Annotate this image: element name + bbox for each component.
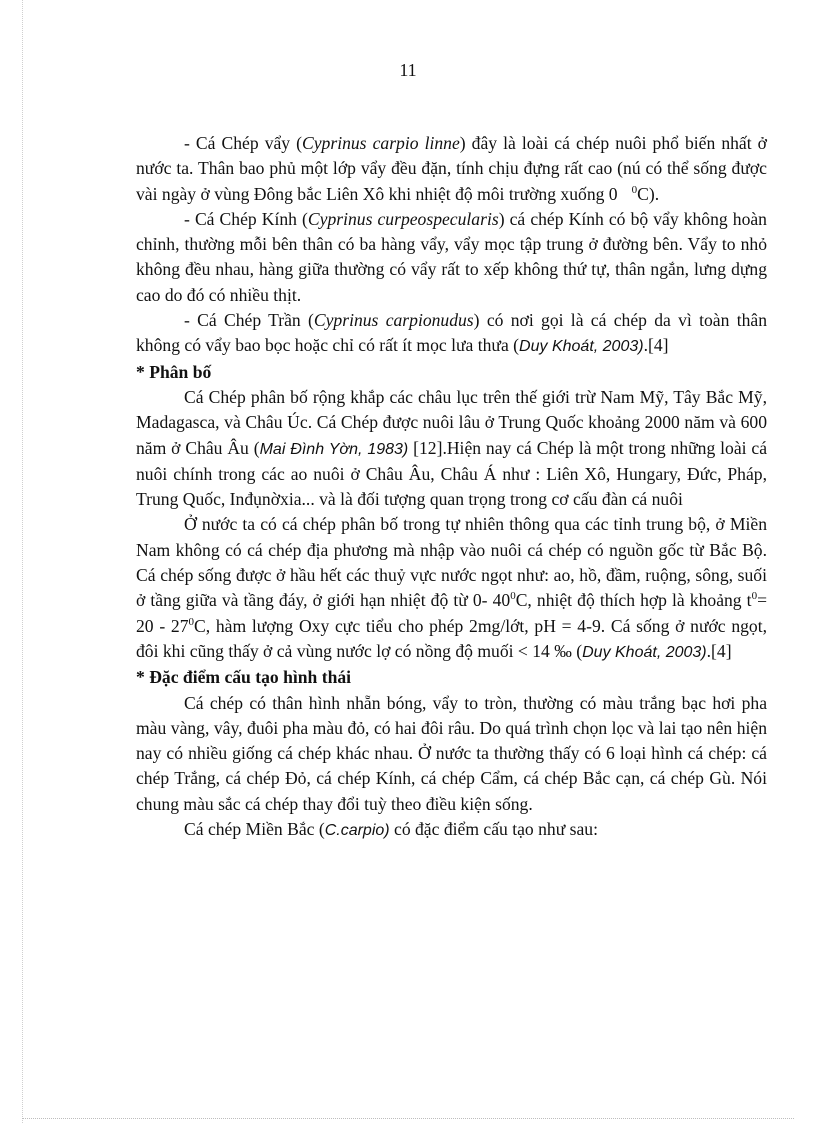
superscript: 0 bbox=[751, 590, 758, 603]
section-heading-distribution: * Phân bố bbox=[136, 361, 212, 382]
paragraph-mirror-carp: - Cá Chép Kính (Cyprinus curpeospecularis) cá chép Kính có bộ vẩy không hoàn chỉnh, thường mỗi bên thân có ba hàng vẩy, vẩy mọc tập trung ở đường bên. Vẩy to nhỏ không đều nhau, hàng giữa thường có vẩy rất to xếp không thứ tự, thân ngắn, lưng dựng cao do đó có nhiều thịt. bbox=[136, 208, 767, 305]
paragraph-distribution-vietnam: Ở nước ta có cá chép phân bố trong tự nhiên thông qua các tỉnh trung bộ, ở Miền Nam không có cá chép địa phương mà nhập vào nuôi cá chép có nguồn gốc từ Bắc Bộ. Cá chép sống được ở hầu hết các thuỷ vực nước ngọt như: ao, hồ, đầm, ruộng, sông, suối ở tầng giữa và tầng đáy, ở giới hạn nhiệt độ từ 0- $40^0C$, nhiệt độ thích hợp là khoảng $t^0= 20 - 27^0C$, hàm lượng Oxy cực tiểu cho phép 2mg/lớt, pH = 4-9. Cá sống ở nước ngọt, đôi khi cũng thấy ở cả vùng nước lợ có nồng độ muối < 14 ‰ (Duy Khoát, 2003).[4] bbox=[136, 514, 768, 661]
document-body bbox=[136, 131, 767, 843]
degree-superscript: 0 bbox=[510, 590, 516, 603]
degree-superscript: 0 bbox=[188, 615, 195, 628]
paragraph-leather-carp: - Cá Chép Trần (Cyprinus carpionudus) có nơi gọi là cá chép da vì toàn thân không có vẩy bao bọc hoặc chỉ có rất ít mọc lưa thưa (Duy Khoát, 2003).[4] bbox=[136, 310, 767, 356]
paragraph-distribution-world: Cá Chép phân bố rộng khắp các châu lục trên thế giới trừ Nam Mỹ, Tây Bắc Mỹ, Madagasca, và Châu Úc. Cá Chép được nuôi lâu ở Trung Quốc khoảng 2000 năm và 600 năm ở Châu Âu (Mai Đình Yờn, 1983) [12].Hiện nay cá Chép là một trong những loài cá nuôi chính trong các ao nuôi ở Châu Âu, Châu Á như : Liên Xô, Hungary, Đức, Pháp, Trung Quốc, Inđụnờxia... và là đối tượng quan trọng trong cơ cấu đàn cá nuôi bbox=[136, 386, 768, 510]
page-bottom-border bbox=[22, 1118, 794, 1119]
paragraph-morphology: Cá chép có thân hình nhẵn bóng, vẩy to tròn, thường có màu trắng bạc hơi pha màu vàng, vây, đuôi pha màu đỏ, có hai đôi râu. Do quá trình chọn lọc và lai tạo nên hiện nay có nhiều giống cá chép khác nhau. Ở nước ta thường thấy có 6 loại hình cá chép: cá chép Trắng, cá chép Đỏ, cá chép Kính, cá chép Cẩm, cá chép Bắc cạn, cá chép Gù. Nói chung màu sắc cá chép thay đổi tuỳ theo điều kiện sống. bbox=[136, 692, 767, 814]
degree-superscript: 0 bbox=[631, 183, 638, 196]
citation: Duy Khoát, 2003) bbox=[582, 643, 707, 661]
scientific-name: Cyprinus carpio linne bbox=[302, 133, 460, 153]
scientific-name: Cyprinus carpionudus bbox=[313, 310, 474, 331]
page-margin-guide bbox=[22, 0, 23, 1123]
paragraph-northern-carp: Cá chép Miền Bắc (C.carpio) có đặc điểm cấu tạo như sau: bbox=[184, 819, 598, 840]
citation: C.carpio) bbox=[324, 822, 390, 840]
page-number: 11 bbox=[399, 60, 417, 80]
citation: Mai Đình Yờn, 1983) bbox=[259, 440, 409, 458]
scientific-name: Cyprinus curpeospecularis bbox=[307, 208, 499, 229]
section-heading-morphology: * Đặc điểm cấu tạo hình thái bbox=[136, 667, 352, 688]
citation: Duy Khoát, 2003) bbox=[519, 338, 644, 356]
paragraph-common-carp: - Cá Chép vẩy (Cyprinus carpio linne) đây là loài cá chép nuôi phổ biến nhất ở nước ta. Thân bao phủ một lớp vẩy đều đặn, tính chịu đựng rất cao (nú có thể sống được vài ngày ở vùng Đông bắc Liên Xô khi nhiệt độ môi trường xuống 0 $^0$C). bbox=[136, 133, 767, 204]
